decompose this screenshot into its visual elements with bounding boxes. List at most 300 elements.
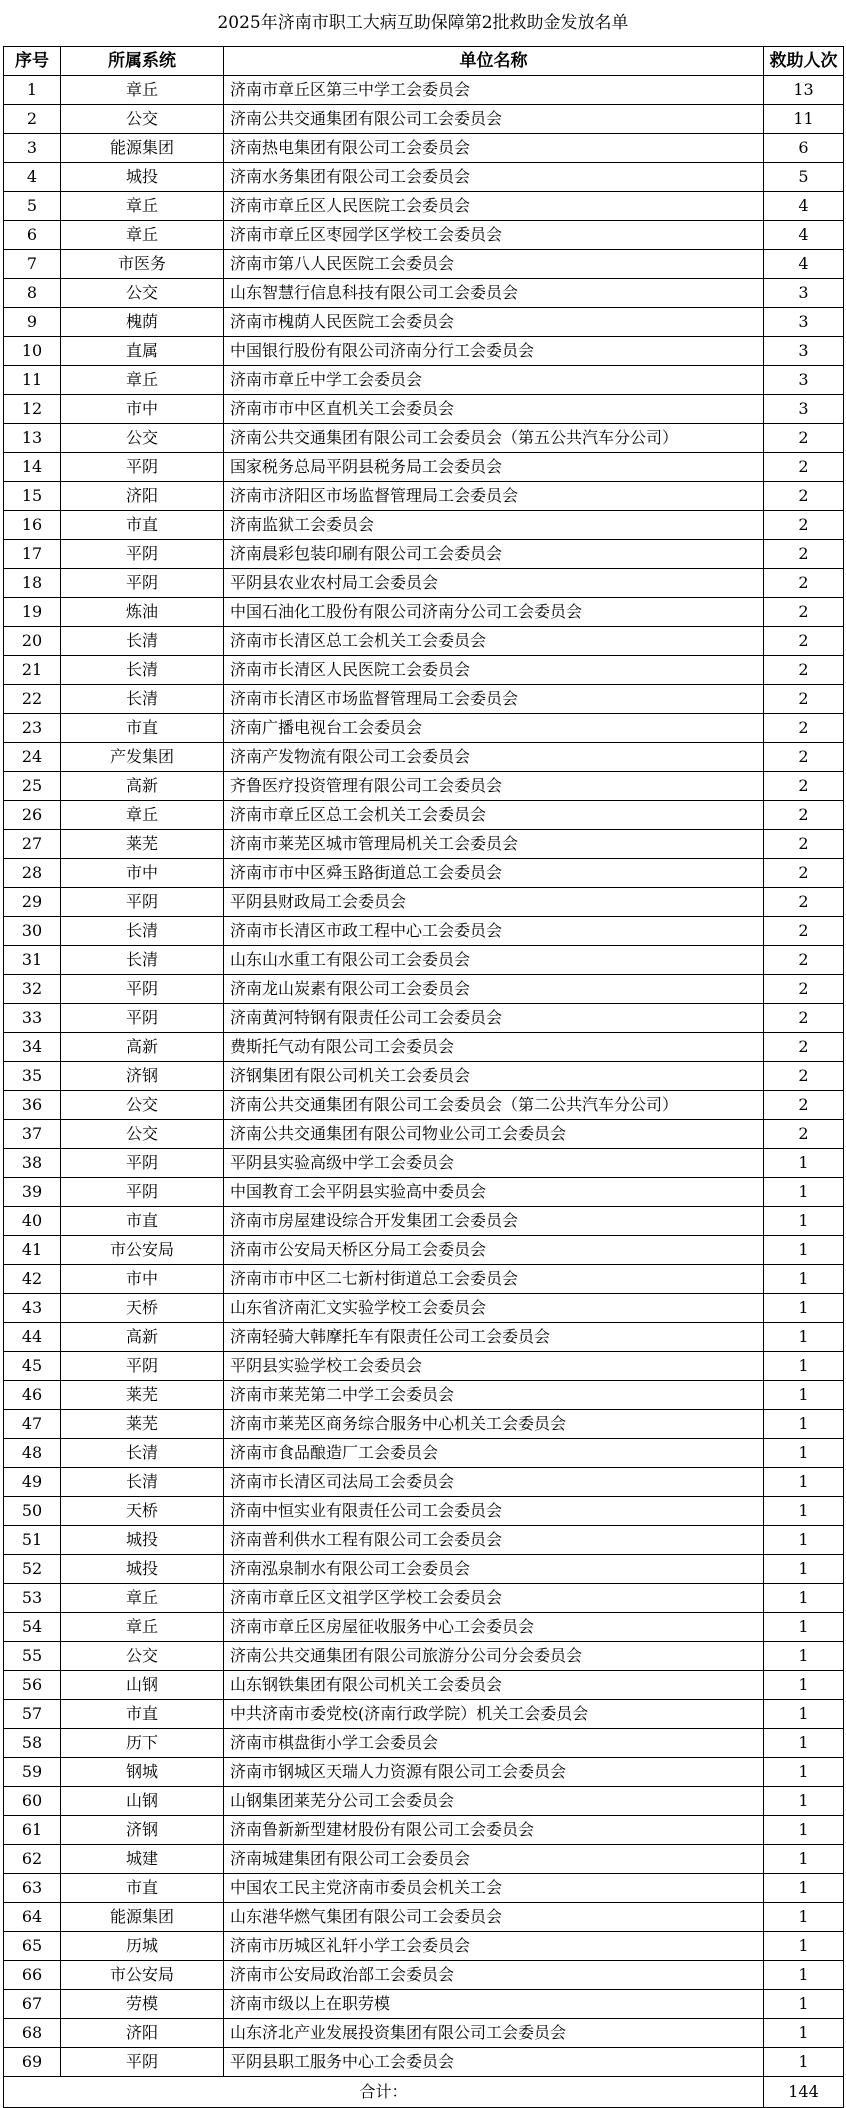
table-row — [4, 1961, 844, 1990]
row-system: 市直 — [61, 1700, 224, 1729]
row-system: 历下 — [61, 1729, 224, 1758]
row-no: 32 — [4, 975, 61, 1004]
total-value: 144 — [764, 2077, 844, 2108]
row-system: 章丘 — [61, 1584, 224, 1613]
row-count: 13 — [764, 76, 844, 105]
row-no: 14 — [4, 453, 61, 482]
row-unit: 济南广播电视台工会委员会 — [224, 714, 764, 743]
table-row — [4, 598, 844, 627]
table-row — [4, 1091, 844, 1120]
table-row — [4, 714, 844, 743]
document-title: 2025年济南市职工大病互助保障第2批救助金发放名单 — [217, 13, 629, 33]
row-unit: 济南市槐荫人民医院工会委员会 — [224, 308, 764, 337]
header-no: 序号 — [4, 47, 61, 76]
row-no: 67 — [4, 1990, 61, 2019]
row-system: 市直 — [61, 1874, 224, 1903]
row-no: 21 — [4, 656, 61, 685]
row-system: 莱芜 — [61, 1381, 224, 1410]
row-system: 公交 — [61, 1091, 224, 1120]
row-system: 章丘 — [61, 801, 224, 830]
row-unit: 济南市章丘区第三中学工会委员会 — [224, 76, 764, 105]
row-system: 市公安局 — [61, 1236, 224, 1265]
row-count: 2 — [764, 801, 844, 830]
row-count: 1 — [764, 2048, 844, 2077]
row-no: 53 — [4, 1584, 61, 1613]
row-count: 1 — [764, 1555, 844, 1584]
row-unit: 山东智慧行信息科技有限公司工会委员会 — [224, 279, 764, 308]
table-row — [4, 1758, 844, 1787]
table-row — [4, 801, 844, 830]
header-system: 所属系统 — [61, 47, 224, 76]
row-unit: 济南监狱工会委员会 — [224, 511, 764, 540]
row-system: 平阴 — [61, 888, 224, 917]
table-row — [4, 917, 844, 946]
row-no: 22 — [4, 685, 61, 714]
row-no: 23 — [4, 714, 61, 743]
row-no: 35 — [4, 1062, 61, 1091]
row-system: 市公安局 — [61, 1961, 224, 1990]
row-count: 1 — [764, 1874, 844, 1903]
row-unit: 济南晨彩包装印刷有限公司工会委员会 — [224, 540, 764, 569]
row-system: 章丘 — [61, 1613, 224, 1642]
row-system: 平阴 — [61, 1178, 224, 1207]
row-system: 市直 — [61, 714, 224, 743]
table-row — [4, 2019, 844, 2048]
row-unit: 中共济南市委党校(济南行政学院）机关工会委员会 — [224, 1700, 764, 1729]
row-count: 1 — [764, 1468, 844, 1497]
row-no: 44 — [4, 1323, 61, 1352]
row-system: 直属 — [61, 337, 224, 366]
row-system: 平阴 — [61, 453, 224, 482]
row-no: 51 — [4, 1526, 61, 1555]
row-no: 55 — [4, 1642, 61, 1671]
row-count: 2 — [764, 627, 844, 656]
row-unit: 济南市市中区舜玉路街道总工会委员会 — [224, 859, 764, 888]
row-system: 钢城 — [61, 1758, 224, 1787]
table-row — [4, 859, 844, 888]
table-row — [4, 1613, 844, 1642]
row-no: 47 — [4, 1410, 61, 1439]
row-system: 高新 — [61, 1323, 224, 1352]
row-unit: 济南公共交通集团有限公司旅游分公司分会委员会 — [224, 1642, 764, 1671]
row-system: 公交 — [61, 105, 224, 134]
row-count: 2 — [764, 511, 844, 540]
row-count: 2 — [764, 1120, 844, 1149]
table-row — [4, 192, 844, 221]
row-count: 2 — [764, 917, 844, 946]
row-unit: 济南公共交通集团有限公司物业公司工会委员会 — [224, 1120, 764, 1149]
row-count: 2 — [764, 482, 844, 511]
row-no: 46 — [4, 1381, 61, 1410]
row-unit: 中国教育工会平阴县实验高中委员会 — [224, 1178, 764, 1207]
row-count: 1 — [764, 1903, 844, 1932]
row-system: 产发集团 — [61, 743, 224, 772]
row-no: 12 — [4, 395, 61, 424]
table-row — [4, 656, 844, 685]
row-unit: 济南市章丘区枣园学区学校工会委员会 — [224, 221, 764, 250]
row-count: 3 — [764, 366, 844, 395]
row-no: 19 — [4, 598, 61, 627]
row-unit: 平阴县实验高级中学工会委员会 — [224, 1149, 764, 1178]
row-count: 6 — [764, 134, 844, 163]
row-unit: 济南公共交通集团有限公司工会委员会 — [224, 105, 764, 134]
row-no: 3 — [4, 134, 61, 163]
row-no: 1 — [4, 76, 61, 105]
header-row — [4, 47, 844, 76]
row-no: 38 — [4, 1149, 61, 1178]
table-row — [4, 105, 844, 134]
row-system: 平阴 — [61, 1352, 224, 1381]
table-row — [4, 163, 844, 192]
row-system: 天桥 — [61, 1294, 224, 1323]
relief-table — [3, 46, 844, 2108]
row-unit: 济南鲁新新型建材股份有限公司工会委员会 — [224, 1816, 764, 1845]
table-row — [4, 453, 844, 482]
table-body — [4, 76, 844, 2077]
table-row — [4, 1497, 844, 1526]
row-system: 城投 — [61, 1526, 224, 1555]
row-no: 15 — [4, 482, 61, 511]
row-count: 2 — [764, 772, 844, 801]
row-no: 25 — [4, 772, 61, 801]
table-row — [4, 1062, 844, 1091]
row-count: 5 — [764, 163, 844, 192]
table-row — [4, 1439, 844, 1468]
row-unit: 济南市章丘区总工会机关工会委员会 — [224, 801, 764, 830]
row-count: 4 — [764, 192, 844, 221]
table-row — [4, 1845, 844, 1874]
table-row — [4, 279, 844, 308]
table-row — [4, 1265, 844, 1294]
row-no: 66 — [4, 1961, 61, 1990]
row-count: 1 — [764, 1410, 844, 1439]
row-unit: 济南市市中区二七新村街道总工会委员会 — [224, 1265, 764, 1294]
row-unit: 济南中恒实业有限责任公司工会委员会 — [224, 1497, 764, 1526]
row-unit: 济南市历城区礼轩小学工会委员会 — [224, 1932, 764, 1961]
row-system: 莱芜 — [61, 1410, 224, 1439]
row-count: 1 — [764, 1700, 844, 1729]
row-system: 济钢 — [61, 1062, 224, 1091]
row-no: 50 — [4, 1497, 61, 1526]
row-system: 山钢 — [61, 1671, 224, 1700]
row-unit: 中国银行股份有限公司济南分行工会委员会 — [224, 337, 764, 366]
row-no: 36 — [4, 1091, 61, 1120]
row-unit: 山东省济南汇文实验学校工会委员会 — [224, 1294, 764, 1323]
row-no: 31 — [4, 946, 61, 975]
row-system: 城投 — [61, 1555, 224, 1584]
row-no: 41 — [4, 1236, 61, 1265]
row-unit: 济南市房屋建设综合开发集团工会委员会 — [224, 1207, 764, 1236]
table-row — [4, 1178, 844, 1207]
table-row — [4, 221, 844, 250]
row-system: 莱芜 — [61, 830, 224, 859]
row-count: 1 — [764, 1787, 844, 1816]
row-system: 长清 — [61, 627, 224, 656]
row-system: 平阴 — [61, 1149, 224, 1178]
row-no: 37 — [4, 1120, 61, 1149]
row-unit: 山钢集团莱芜分公司工会委员会 — [224, 1787, 764, 1816]
row-system: 历城 — [61, 1932, 224, 1961]
row-no: 61 — [4, 1816, 61, 1845]
row-count: 1 — [764, 1990, 844, 2019]
row-no: 42 — [4, 1265, 61, 1294]
row-system: 高新 — [61, 1033, 224, 1062]
table-row — [4, 1903, 844, 1932]
row-count: 1 — [764, 1816, 844, 1845]
row-unit: 山东港华燃气集团有限公司工会委员会 — [224, 1903, 764, 1932]
row-count: 1 — [764, 1584, 844, 1613]
header-count: 救助人次 — [764, 47, 844, 76]
row-count: 1 — [764, 1671, 844, 1700]
table-row — [4, 1874, 844, 1903]
row-unit: 济南市食品酿造厂工会委员会 — [224, 1439, 764, 1468]
row-no: 7 — [4, 250, 61, 279]
row-no: 16 — [4, 511, 61, 540]
row-unit: 济南公共交通集团有限公司工会委员会（第五公共汽车分公司） — [224, 424, 764, 453]
row-system: 市医务 — [61, 250, 224, 279]
row-system: 城建 — [61, 1845, 224, 1874]
row-count: 2 — [764, 569, 844, 598]
row-count: 1 — [764, 1381, 844, 1410]
table-row — [4, 424, 844, 453]
table-row — [4, 395, 844, 424]
row-count: 2 — [764, 1062, 844, 1091]
row-count: 2 — [764, 1033, 844, 1062]
table-row — [4, 1410, 844, 1439]
table-row — [4, 76, 844, 105]
row-count: 1 — [764, 1265, 844, 1294]
row-count: 2 — [764, 424, 844, 453]
row-count: 1 — [764, 2019, 844, 2048]
row-no: 11 — [4, 366, 61, 395]
row-count: 3 — [764, 395, 844, 424]
row-unit: 济南市长清区司法局工会委员会 — [224, 1468, 764, 1497]
row-count: 4 — [764, 250, 844, 279]
row-no: 24 — [4, 743, 61, 772]
row-no: 57 — [4, 1700, 61, 1729]
row-unit: 济南市章丘区文祖学区学校工会委员会 — [224, 1584, 764, 1613]
row-no: 62 — [4, 1845, 61, 1874]
row-system: 市中 — [61, 1265, 224, 1294]
row-unit: 济南公共交通集团有限公司工会委员会（第二公共汽车分公司） — [224, 1091, 764, 1120]
row-count: 2 — [764, 743, 844, 772]
table-row — [4, 1236, 844, 1265]
row-unit: 济南市莱芜第二中学工会委员会 — [224, 1381, 764, 1410]
row-unit: 平阴县职工服务中心工会委员会 — [224, 2048, 764, 2077]
row-system: 槐荫 — [61, 308, 224, 337]
row-system: 劳模 — [61, 1990, 224, 2019]
table-row — [4, 540, 844, 569]
table-row — [4, 1990, 844, 2019]
row-count: 1 — [764, 1236, 844, 1265]
row-system: 章丘 — [61, 221, 224, 250]
table-row — [4, 366, 844, 395]
row-count: 1 — [764, 1439, 844, 1468]
table-row — [4, 888, 844, 917]
row-system: 公交 — [61, 1642, 224, 1671]
row-count: 1 — [764, 1729, 844, 1758]
row-no: 69 — [4, 2048, 61, 2077]
row-count: 4 — [764, 221, 844, 250]
total-label: 合计： — [4, 2077, 764, 2108]
table-row — [4, 569, 844, 598]
row-no: 17 — [4, 540, 61, 569]
row-unit: 济南市公安局政治部工会委员会 — [224, 1961, 764, 1990]
row-unit: 济南市长清区市场监督管理局工会委员会 — [224, 685, 764, 714]
table-row — [4, 1555, 844, 1584]
table-row — [4, 337, 844, 366]
row-unit: 中国农工民主党济南市委员会机关工会 — [224, 1874, 764, 1903]
table-row — [4, 250, 844, 279]
table-row — [4, 946, 844, 975]
row-count: 2 — [764, 685, 844, 714]
row-no: 20 — [4, 627, 61, 656]
row-system: 天桥 — [61, 1497, 224, 1526]
row-unit: 国家税务总局平阴县税务局工会委员会 — [224, 453, 764, 482]
table-row — [4, 1526, 844, 1555]
table-row — [4, 1729, 844, 1758]
row-system: 公交 — [61, 279, 224, 308]
row-count: 1 — [764, 1323, 844, 1352]
row-system: 长清 — [61, 1468, 224, 1497]
row-no: 27 — [4, 830, 61, 859]
row-unit: 济南市长清区总工会机关工会委员会 — [224, 627, 764, 656]
row-count: 1 — [764, 1845, 844, 1874]
row-count: 1 — [764, 1497, 844, 1526]
row-count: 1 — [764, 1642, 844, 1671]
table-row — [4, 1294, 844, 1323]
row-no: 39 — [4, 1178, 61, 1207]
table-row — [4, 830, 844, 859]
row-no: 40 — [4, 1207, 61, 1236]
row-unit: 济南水务集团有限公司工会委员会 — [224, 163, 764, 192]
row-count: 2 — [764, 598, 844, 627]
row-system: 平阴 — [61, 2048, 224, 2077]
row-no: 45 — [4, 1352, 61, 1381]
row-system: 公交 — [61, 424, 224, 453]
row-unit: 济南城建集团有限公司工会委员会 — [224, 1845, 764, 1874]
row-no: 49 — [4, 1468, 61, 1497]
row-no: 4 — [4, 163, 61, 192]
row-count: 2 — [764, 830, 844, 859]
row-count: 1 — [764, 1207, 844, 1236]
row-system: 济钢 — [61, 1816, 224, 1845]
row-unit: 平阴县农业农村局工会委员会 — [224, 569, 764, 598]
table-row — [4, 1584, 844, 1613]
row-no: 68 — [4, 2019, 61, 2048]
row-no: 58 — [4, 1729, 61, 1758]
table-row — [4, 685, 844, 714]
row-no: 28 — [4, 859, 61, 888]
row-unit: 济南龙山炭素有限公司工会委员会 — [224, 975, 764, 1004]
row-system: 济阳 — [61, 2019, 224, 2048]
row-no: 8 — [4, 279, 61, 308]
row-count: 2 — [764, 946, 844, 975]
row-no: 48 — [4, 1439, 61, 1468]
row-system: 山钢 — [61, 1787, 224, 1816]
table-row — [4, 1932, 844, 1961]
row-system: 市直 — [61, 1207, 224, 1236]
row-system: 市中 — [61, 395, 224, 424]
table-row — [4, 1149, 844, 1178]
row-unit: 山东山水重工有限公司工会委员会 — [224, 946, 764, 975]
row-unit: 济南市章丘区人民医院工会委员会 — [224, 192, 764, 221]
table-row — [4, 134, 844, 163]
row-count: 1 — [764, 1932, 844, 1961]
row-count: 1 — [764, 1178, 844, 1207]
row-count: 1 — [764, 1526, 844, 1555]
row-no: 9 — [4, 308, 61, 337]
row-unit: 济南市济阳区市场监督管理局工会委员会 — [224, 482, 764, 511]
row-count: 2 — [764, 714, 844, 743]
row-unit: 平阴县财政局工会委员会 — [224, 888, 764, 917]
table-row — [4, 743, 844, 772]
row-no: 52 — [4, 1555, 61, 1584]
total-row — [4, 2077, 844, 2108]
row-count: 3 — [764, 308, 844, 337]
row-unit: 济南市市中区直机关工会委员会 — [224, 395, 764, 424]
table-row — [4, 2048, 844, 2077]
row-unit: 济南市第八人民医院工会委员会 — [224, 250, 764, 279]
row-no: 5 — [4, 192, 61, 221]
table-row — [4, 772, 844, 801]
table-row — [4, 627, 844, 656]
row-no: 54 — [4, 1613, 61, 1642]
row-unit: 济南轻骑大韩摩托车有限责任公司工会委员会 — [224, 1323, 764, 1352]
row-no: 10 — [4, 337, 61, 366]
row-count: 3 — [764, 337, 844, 366]
row-unit: 济南泓泉制水有限公司工会委员会 — [224, 1555, 764, 1584]
row-system: 长清 — [61, 656, 224, 685]
row-no: 34 — [4, 1033, 61, 1062]
row-count: 2 — [764, 1004, 844, 1033]
row-system: 济阳 — [61, 482, 224, 511]
row-count: 2 — [764, 453, 844, 482]
row-no: 18 — [4, 569, 61, 598]
row-unit: 山东钢铁集团有限公司机关工会委员会 — [224, 1671, 764, 1700]
row-no: 56 — [4, 1671, 61, 1700]
row-system: 章丘 — [61, 76, 224, 105]
row-count: 2 — [764, 859, 844, 888]
table-row — [4, 1381, 844, 1410]
row-system: 长清 — [61, 685, 224, 714]
row-count: 1 — [764, 1352, 844, 1381]
row-system: 公交 — [61, 1120, 224, 1149]
row-system: 章丘 — [61, 192, 224, 221]
row-unit: 济南市莱芜区商务综合服务中心机关工会委员会 — [224, 1410, 764, 1439]
row-no: 26 — [4, 801, 61, 830]
row-count: 1 — [764, 1149, 844, 1178]
row-count: 1 — [764, 1294, 844, 1323]
row-count: 1 — [764, 1613, 844, 1642]
row-no: 13 — [4, 424, 61, 453]
table-row — [4, 1033, 844, 1062]
row-unit: 费斯托气动有限公司工会委员会 — [224, 1033, 764, 1062]
row-system: 高新 — [61, 772, 224, 801]
header-unit: 单位名称 — [224, 47, 764, 76]
row-system: 长清 — [61, 946, 224, 975]
table-row — [4, 1207, 844, 1236]
row-no: 43 — [4, 1294, 61, 1323]
row-count: 3 — [764, 279, 844, 308]
table-row — [4, 1787, 844, 1816]
table-row — [4, 1642, 844, 1671]
table-row — [4, 1120, 844, 1149]
table-row — [4, 1004, 844, 1033]
row-no: 60 — [4, 1787, 61, 1816]
row-no: 6 — [4, 221, 61, 250]
row-unit: 济南市公安局天桥区分局工会委员会 — [224, 1236, 764, 1265]
